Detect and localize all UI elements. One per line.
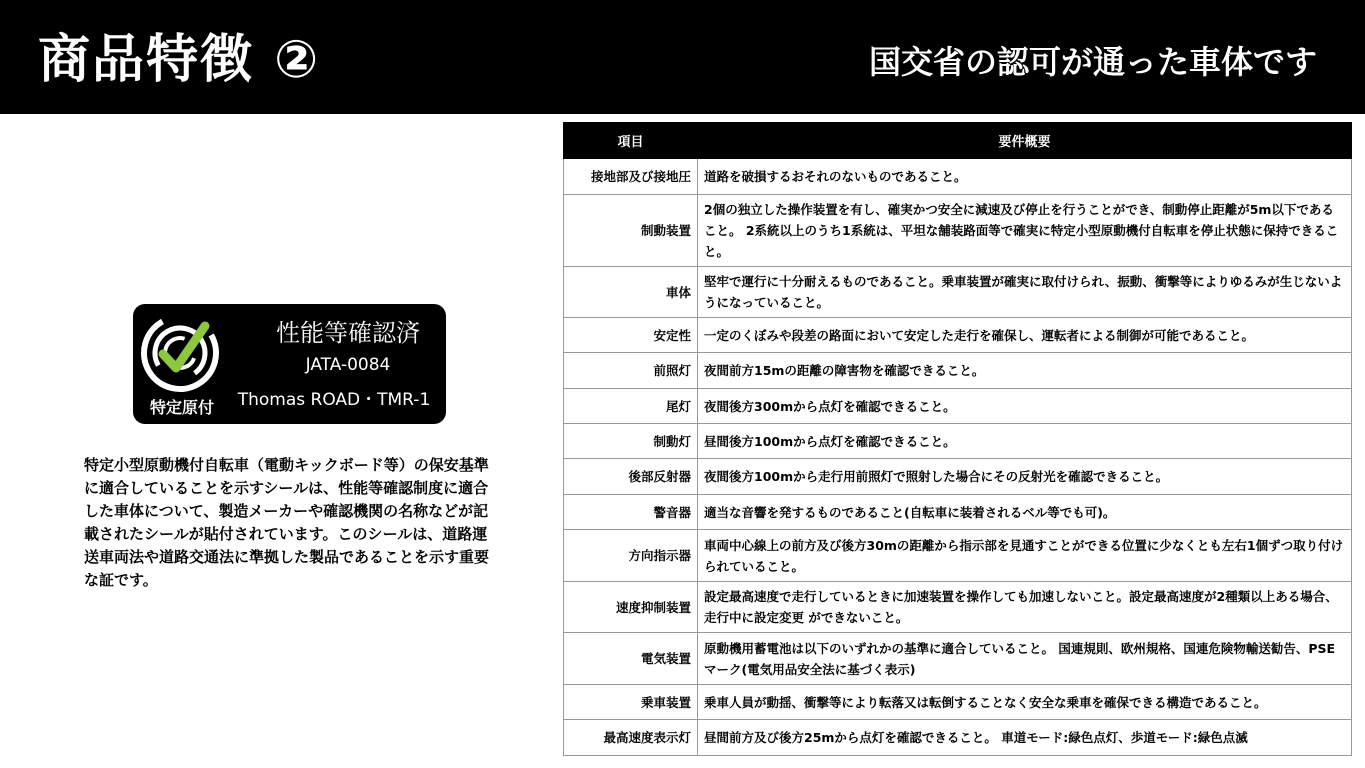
row-item: 電気装置 [564,633,698,685]
row-item: 速度抑制装置 [564,582,698,633]
row-item: 警音器 [564,495,698,530]
certification-check-icon [139,312,221,394]
table-row [564,195,1352,267]
row-summary: 夜間前方15mの距離の障害物を確認できること。 [698,353,1352,389]
certification-badge [133,304,446,424]
row-summary: 昼間後方100mから点灯を確認できること。 [698,424,1352,459]
page-title: 商品特徴 ② [38,30,321,90]
table-row [564,530,1352,582]
row-summary: 2個の独立した操作装置を有し、確実かつ安全に減速及び停止を行うことができ、制動停止距離が5m以下であること。 2系統以上のうち1系統は、平坦な舗装路面等で確実に特定小型原動機付自転車を停止状態に保持できること。 [698,195,1352,267]
table-row [564,582,1352,633]
table-row [564,633,1352,685]
table-row [564,267,1352,318]
row-summary: 道路を破損するおそれのないものであること。 [698,159,1352,195]
header-bar [0,0,1365,114]
table-row [564,353,1352,389]
row-summary: 夜間後方300mから点灯を確認できること。 [698,389,1352,424]
row-item: 前照灯 [564,353,698,389]
badge-class-label: 特定原付 [149,398,214,417]
row-item: 安定性 [564,318,698,353]
description-text: 特定小型原動機付自転車（電動キックボード等）の保安基準に適合していることを示すシールは、性能等確認制度に適合した車体について、製造メーカーや確認機関の名称などが記載されたシールが貼付されています。このシールは、道路運送車両法や道路交通法に準拠した製品であることを示す重要な証です。 [84,456,490,589]
table-row [564,495,1352,530]
badge-certification-text: 性能等確認済 [276,319,420,347]
table-row [564,159,1352,195]
row-summary: 昼間前方及び後方25mから点灯を確認できること。 車道モード:緑色点灯、歩道モード:緑色点滅 [698,720,1352,756]
row-summary: 車両中心線上の前方及び後方30mの距離から指示部を見通すことができる位置に少なくとも左右1個ずつ取り付けられていること。 [698,530,1352,582]
badge-code: JATA-0084 [305,355,391,375]
badge-model: Thomas ROAD・TMR-1 [237,390,431,410]
row-summary: 乗車人員が動揺、衝撃等により転落又は転倒することなく安全な乗車を確保できる構造であること。 [698,685,1352,720]
table-row [564,389,1352,424]
table-row [564,720,1352,756]
page-subtitle: 国交省の認可が通った車体です [868,43,1317,81]
column-header-summary: 要件概要 [698,123,1352,159]
row-item: 後部反射器 [564,459,698,495]
row-item: 尾灯 [564,389,698,424]
row-item: 接地部及び接地圧 [564,159,698,195]
table-row [564,459,1352,495]
row-item: 最高速度表示灯 [564,720,698,756]
row-summary: 堅牢で運行に十分耐えるものであること。乗車装置が確実に取付けられ、振動、衝撃等によりゆるみが生じないようになっていること。 [698,267,1352,318]
row-item: 乗車装置 [564,685,698,720]
table-header-row [564,123,1352,159]
row-item: 制動灯 [564,424,698,459]
table-row [564,685,1352,720]
row-summary: 原動機用蓄電池は以下のいずれかの基準に適合していること。 国連規則、欧州規格、国連危険物輸送勧告、PSEマーク(電気用品安全法に基づく表示) [698,633,1352,685]
column-header-item: 項目 [564,123,698,159]
table-row [564,318,1352,353]
requirements-table [563,122,1352,756]
row-summary: 一定のくぼみや段差の路面において安定した走行を確保し、運転者による制御が可能であること。 [698,318,1352,353]
row-summary: 夜間後方100mから走行用前照灯で照射した場合にその反射光を確認できること。 [698,459,1352,495]
table-row [564,424,1352,459]
row-item: 方向指示器 [564,530,698,582]
row-item: 制動装置 [564,195,698,267]
row-item: 車体 [564,267,698,318]
row-summary: 設定最高速度で走行しているときに加速装置を操作しても加速しないこと。設定最高速度が2種類以上ある場合、走行中に設定変更 ができないこと。 [698,582,1352,633]
row-summary: 適当な音響を発するものであること(自転車に装着されるベル等でも可)。 [698,495,1352,530]
